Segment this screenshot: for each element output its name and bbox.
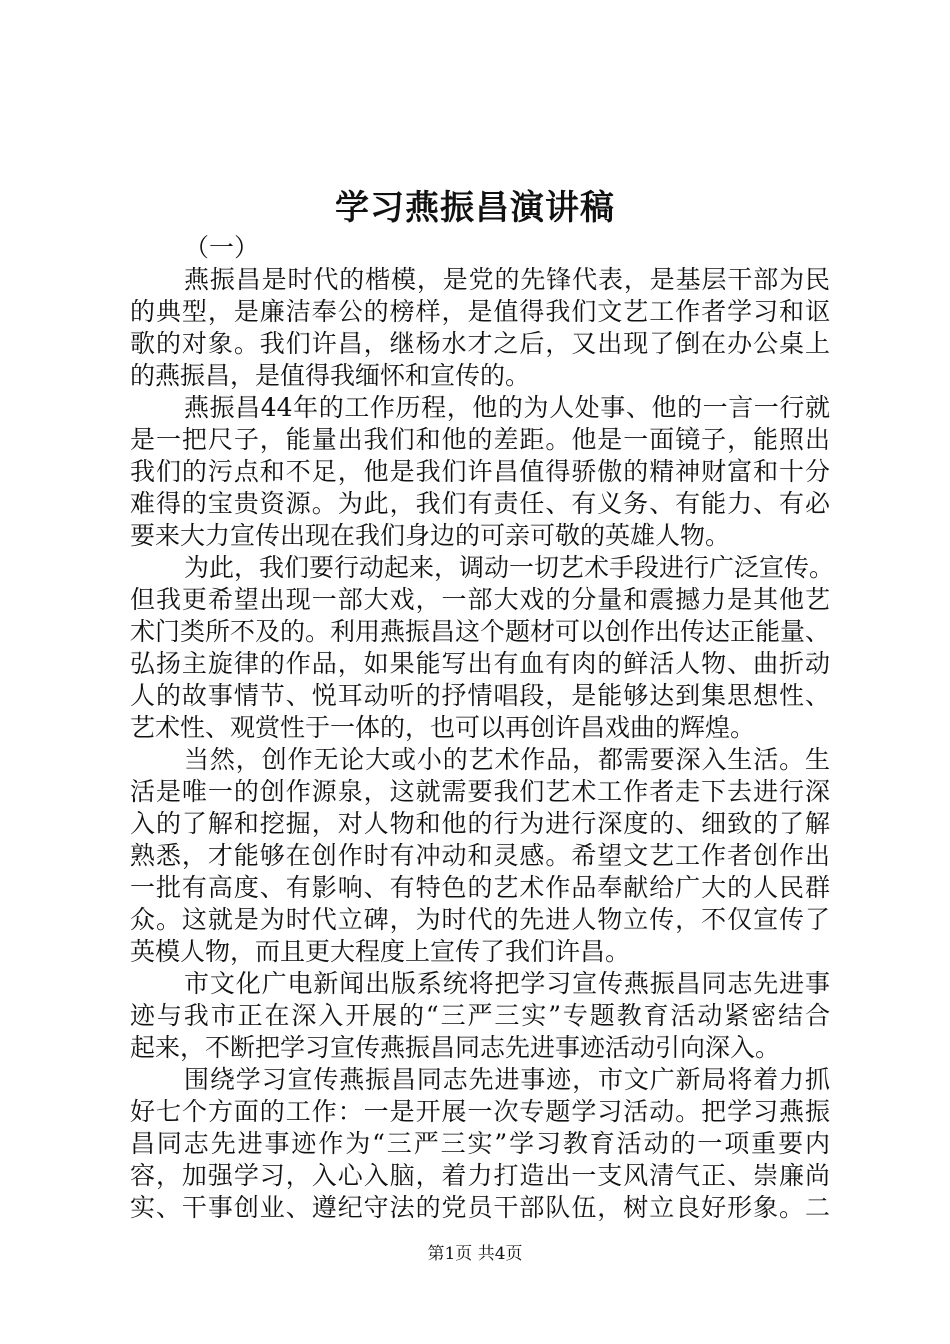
paragraph-line: 容，加强学习，入心入脑，着力打造出一支风清气正、崇廉尚 bbox=[130, 1161, 830, 1190]
paragraph-line: 当然，创作无论大或小的艺术作品，都需要深入生活。生 bbox=[184, 745, 830, 774]
paragraph-line: 要来大力宣传出现在我们身边的可亲可敬的英雄人物。 bbox=[130, 521, 731, 550]
paragraph-line: 起来，不断把学习宣传燕振昌同志先进事迹活动引向深入。 bbox=[130, 1033, 781, 1062]
paragraph-line: 实、干事创业、遵纪守法的党员干部队伍，树立良好形象。二 bbox=[130, 1193, 830, 1222]
page-footer: 第1页 共4页 bbox=[427, 1244, 523, 1264]
paragraph-line: 迹与我市正在深入开展的“三严三实”专题教育活动紧密结合 bbox=[130, 1001, 830, 1030]
document-body bbox=[130, 232, 835, 1224]
paragraph-line: 弘扬主旋律的作品，如果能写出有血有肉的鲜活人物、曲折动 bbox=[130, 649, 830, 678]
paragraph-line: 人的故事情节、悦耳动听的抒情唱段，是能够达到集思想性、 bbox=[130, 681, 830, 710]
paragraph-line: 为此，我们要行动起来，调动一切艺术手段进行广泛宣传。 bbox=[184, 553, 835, 582]
paragraph-line: 难得的宝贵资源。为此，我们有责任、有义务、有能力、有必 bbox=[130, 489, 830, 518]
paragraph-line: 歌的对象。我们许昌，继杨水才之后，又出现了倒在办公桌上 bbox=[130, 329, 830, 358]
paragraph bbox=[130, 744, 830, 968]
paragraph bbox=[130, 1064, 830, 1224]
paragraph-line: 我们的污点和不足，他是我们许昌值得骄傲的精神财富和十分 bbox=[130, 457, 830, 486]
paragraph-line: 燕振昌44年的工作历程，他的为人处事、他的一言一行就 bbox=[184, 393, 830, 422]
paragraph-line: 术门类所不及的。利用燕振昌这个题材可以创作出传达正能量、 bbox=[130, 617, 831, 646]
section-heading: （一） bbox=[184, 233, 260, 262]
paragraph-line: 的典型，是廉洁奉公的榜样，是值得我们文艺工作者学习和讴 bbox=[130, 297, 830, 326]
paragraph-line: 艺术性、观赏性于一体的，也可以再创许昌戏曲的辉煌。 bbox=[130, 713, 756, 742]
paragraph bbox=[130, 968, 830, 1064]
paragraph-line: 市文化广电新闻出版系统将把学习宣传燕振昌同志先进事 bbox=[184, 969, 830, 998]
paragraph-line: 好七个方面的工作：一是开展一次专题学习活动。把学习燕振 bbox=[130, 1097, 830, 1126]
paragraph-line: 燕振昌是时代的楷模，是党的先锋代表，是基层干部为民 bbox=[184, 265, 830, 294]
paragraph-line: 入的了解和挖掘，对人物和他的行为进行深度的、细致的了解 bbox=[130, 809, 830, 838]
paragraph-line: 但我更希望出现一部大戏，一部大戏的分量和震撼力是其他艺 bbox=[130, 585, 830, 614]
paragraph-line: 众。这就是为时代立碑，为时代的先进人物立传，不仅宣传了 bbox=[130, 905, 830, 934]
paragraph bbox=[130, 392, 830, 552]
paragraph bbox=[130, 264, 830, 392]
paragraph-line: 昌同志先进事迹作为“三严三实”学习教育活动的一项重要内 bbox=[130, 1129, 830, 1158]
paragraph bbox=[130, 552, 835, 744]
paragraph-line: 一批有高度、有影响、有特色的艺术作品奉献给广大的人民群 bbox=[130, 873, 830, 902]
paragraph-line: 活是唯一的创作源泉，这就需要我们艺术工作者走下去进行深 bbox=[130, 777, 830, 806]
paragraph-line: 是一把尺子，能量出我们和他的差距。他是一面镜子，能照出 bbox=[130, 425, 830, 454]
paragraph-line: 的燕振昌，是值得我缅怀和宣传的。 bbox=[130, 361, 531, 390]
paragraph-line: 熟悉，才能够在创作时有冲动和灵感。希望文艺工作者创作出 bbox=[130, 841, 830, 870]
paragraph-line: 英模人物，而且更大程度上宣传了我们许昌。 bbox=[130, 937, 631, 966]
page-title: 学习燕振昌演讲稿 bbox=[335, 188, 615, 228]
paragraph-line: 围绕学习宣传燕振昌同志先进事迹，市文广新局将着力抓 bbox=[184, 1065, 830, 1094]
